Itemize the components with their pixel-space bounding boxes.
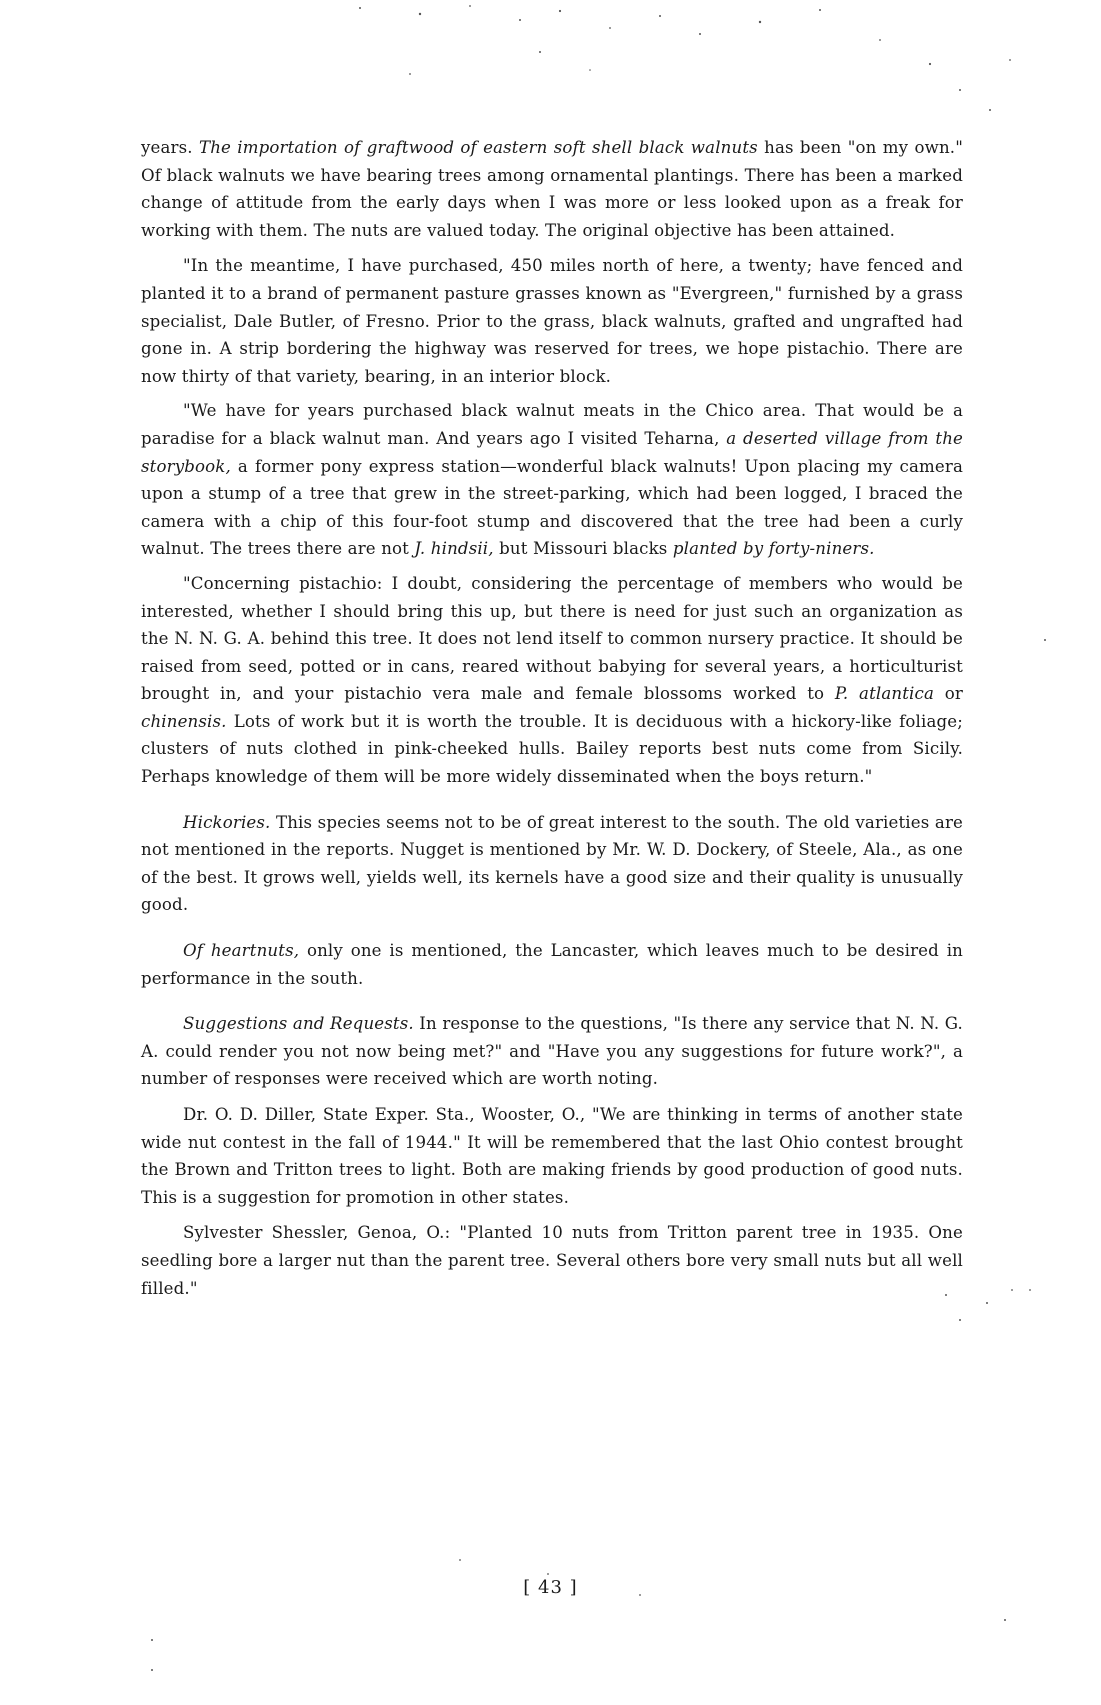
paragraph-heartnuts: Of heartnuts, only one is mentioned, the Lancaster, which leaves much to be desired in performance in the south.: [141, 941, 963, 988]
paragraph-shessler: Sylvester Shessler, Genoa, O.: "Planted 10 nuts from Tritton parent tree in 1935. One seedling bore a larger nut than the parent tree. Several others bore very small nuts but all well filled.": [141, 1223, 963, 1298]
italic-phrase: The importation of graftwood of eastern soft shell black walnuts: [198, 138, 758, 157]
paragraph-chico-teharna: "We have for years purchased black walnut meats in the Chico area. That would be a paradise for a black walnut man. And years ago I visited Teharna, a deserted village from the storybook, a former pony express station—wonderful black walnuts! Upon placing my camera upon a stump of a tree that grew in the street-parking, which had been logged, I braced the camera with a chip of this four-foot stump and discovered that the tree had been a curly walnut. The trees there are not J. hindsii, but Missouri blacks planted by forty-niners.: [141, 401, 964, 559]
paragraph-diller: Dr. O. D. Diller, State Exper. Sta., Wooster, O., "We are thinking in terms of another state wide nut contest in the fall of 1944." It will be remembered that the last Ohio contest brought the Brown and Tritton trees to light. Both are making friends by good production of good nuts. This is a suggestion for promotion in other states.: [141, 1105, 963, 1207]
paragraph-hickories: Hickories. This species seems not to be of great interest to the south. The old varieties are not mentioned in the reports. Nugget is mentioned by Mr. W. D. Dockery, of Steele, Ala., as one of the best. It grows well, yields well, its kernels have a good size and their quality is unusually good.: [141, 812, 963, 915]
paragraph-pistachio: "Concerning pistachio: I doubt, considering the percentage of members who would be interested, whether I should bring this up, but there is need for just such an organization as the N. N. G. A. behind this tree. It does not lend itself to common nursery practice. It should be raised from seed, potted or in cans, reared without babying for several years, a horticulturist brought in, and your pistachio vera male and female blossoms worked to P. atlantica or chinensis. Lots of work but it is worth the trouble. It is deciduous with a hickory-like foliage; clusters of nuts clothed in pink-cheeked hulls. Bailey reports best nuts come from Sicily. Perhaps knowledge of them will be more widely disseminated when the boys return.": [141, 573, 963, 787]
section-heading-suggestions: Suggestions and Requests.: [183, 1014, 414, 1034]
paragraph-pasture-twenty: "In the meantime, I have purchased, 450 miles north of here, a twenty; have fenced and planted it to a brand of permanent pasture grasses known as "Evergreen," furnished by a grass specialist, Dale Butler, of Fresno. Prior to the grass, black walnuts, grafted and ungrafted had gone in. A strip bordering the highway was reserved for trees, we hope pistachio. There are now thirty of that variety, bearing, in an interior block.: [141, 256, 963, 386]
page-number: [ 43 ]: [523, 1577, 578, 1598]
paragraph-walnut-graftwood: years. The importation of graftwood of eastern soft shell black walnuts has been "on my own." Of black walnuts we have bearing trees among ornamental plantings. There has been a marked change of attitude from the early days when I was more or less looked upon as a freak for working with them. The nuts are valued today. The original objective has been attained.: [141, 138, 963, 240]
paragraph-suggestions: Suggestions and Requests. In response to the questions, "Is there any service that N. N. G. A. could render you not now being met?" and "Have you any suggestions for future work?", a number of responses were received which are worth noting.: [141, 1014, 963, 1089]
body-text: [141, 134, 963, 1309]
section-heading-hickories: Hickories.: [183, 812, 271, 832]
